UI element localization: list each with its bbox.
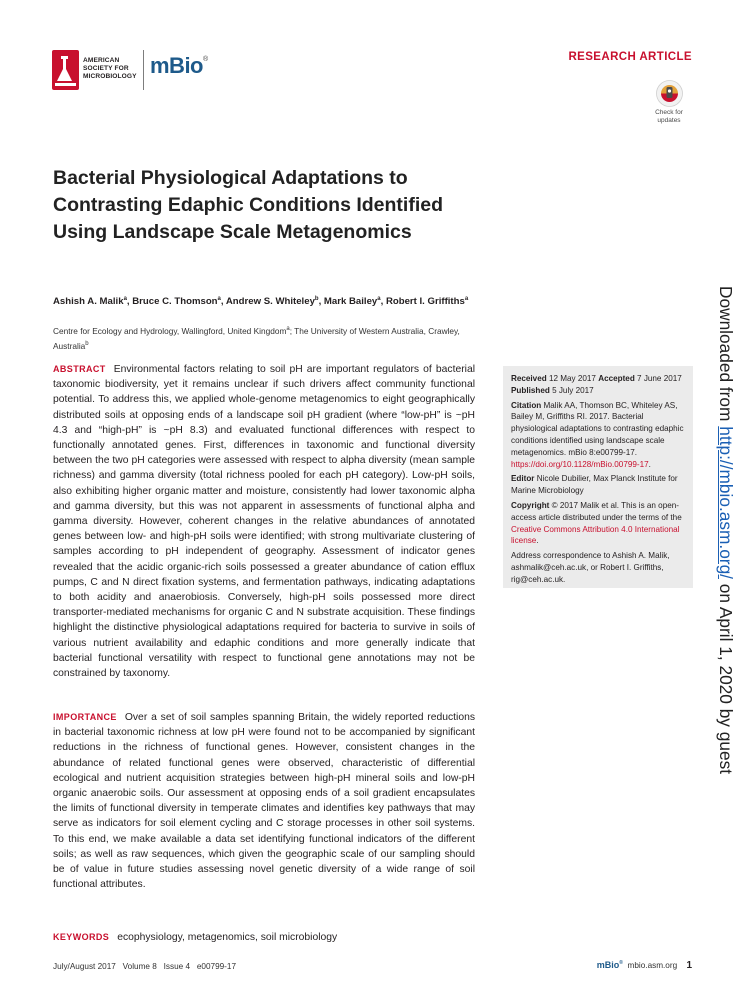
correspondence: Address correspondence to Ashish A. Malik, ashmalik@ceh.ac.uk, or Robert I. Griffiths, rig@ceh.ac.uk.: [511, 551, 670, 584]
article-title: Bacterial Physiological Adaptations to Contrasting Edaphic Conditions Identified Using Landscape Scale Metagenomics: [53, 167, 443, 243]
keywords-text: ecophysiology, metagenomics, soil microbiology: [117, 932, 338, 943]
copyright: Copyright © 2017 Malik et al. This is an open-access article distributed under the terms of the Creative Commons Attribution 4.0 International license.: [511, 500, 682, 546]
affiliation: Centre for Ecology and Hydrology, Wallingford, United Kingdom$^a$: [53, 326, 290, 336]
dates: Received 12 May 2017 Accepted 7 June 2017 Published 5 July 2017: [511, 374, 682, 395]
mbio-logo: mBio®: [150, 53, 208, 78]
asm-shield-icon: [52, 50, 79, 90]
importance-text: Over a set of soil samples spanning Britain, the widely reported reductions in bacterial taxonomic richness at low pH were found not to be accompanied by significant reductions in the richness of functional genes. However, consistent changes in the abundance of related functional genes were observed, characteristic of differential ecological and nutrient acquisition strategies between high-pH mineral soils and low-pH organic anaerobic soils. Our assessment at opposing ends of a soil gradient encapsulates the limits of functional diversity in temperate climates and identifies key pathways that may serve as indicators for soil element cycling and C storage processes in other soil systems. To this end, we make available a data set identifying functional indicators of the different soils; as well as raw sequences, which given the geographic scale of our sampling should be of value in future studies assessing novel genetic diversity of a wide range of soil functional attributes.: [53, 712, 475, 891]
author: Bruce C. Thomson$^a$: [132, 296, 221, 307]
download-link[interactable]: http://mbio.asm.org/: [716, 426, 736, 579]
author-list: Ashish A. Malik$^a$, Bruce C. Thomson$^a$, Andrew S. Whiteley$^b$, Mark Bailey$^a$, Robert I. Griffiths$^a$: [53, 296, 469, 307]
footer-site-info: [597, 960, 692, 971]
check-updates-label: Check for updates: [655, 109, 683, 124]
abstract-label: ABSTRACT: [53, 364, 106, 374]
article-info-sidebar: [503, 366, 693, 588]
check-updates-icon: [656, 80, 683, 107]
doi-link[interactable]: https://doi.org/10.1128/mBio.00799-17: [511, 459, 649, 469]
abstract-text: Environmental factors relating to soil pH are important regulators of bacterial taxonomic biodiversity, yet it remains unclear if such drivers affect community functional potential. To address this, we applied whole-genome metagenomics to eight geographically distributed soils at opposing ends of a landscape soil pH gradient (where “low-pH” is ~pH 4.3 and “high-pH” is ~pH 8.3) and evaluated functional differences with respect to functionally annotated genes. First, differences in taxonomic and functional diversity between the two pH categories were assessed with respect to alpha diversity (mean sample richness) and gamma diversity (total richness pooled for each pH category). Low-pH soils, also exhibiting higher organic matter and moisture, consistently had lower taxonomic alpha and gamma diversity, but this was not apparent in assessments of functional alpha and gamma diversity. However, coherent changes in the relative abundances of annotated genes between low- and high-pH soils were identified; with strong multivariate clustering of samples according to pH independent of geography. Assessment of indicator genes revealed that the acidic organic-rich soils possessed a greater abundance of cation efflux pumps, C and N direct fixation systems, and fermentation pathways, indicating adaptations to both acidity and anaerobiosis. Conversely, high-pH soils possessed more direct transporter-mediated mechanisms for organic C and N substrate acquisition. These findings highlight the distinctive physiological adaptations required for bacteria to survive in soils of various nutrient availability and edaphic conditions and more generally indicate that bacterial functional versatility with respect to functional gene annotations may not be constrained by taxonomy.: [53, 364, 475, 680]
footer-site-link[interactable]: mbio.asm.org: [627, 961, 678, 970]
logo-divider: [143, 50, 144, 90]
asm-publisher-name: AMERICAN SOCIETY FOR MICROBIOLOGY: [83, 57, 137, 80]
article-type-label: RESEARCH ARTICLE: [568, 51, 692, 63]
footer-issue-info: July/August 2017 Volume 8 Issue 4 e00799-17: [53, 962, 237, 971]
author: Ashish A. Malik$^a$: [53, 296, 127, 307]
author: Robert I. Griffiths$^a$: [385, 296, 469, 307]
abstract: [53, 362, 475, 681]
editor: Editor Nicole Dubilier, Max Planck Institute for Marine Microbiology: [511, 474, 678, 496]
author: Mark Bailey$^a$: [323, 296, 381, 307]
asm-logo: [52, 50, 144, 94]
page-number: 1: [686, 960, 692, 971]
keywords-label: KEYWORDS: [53, 932, 110, 942]
importance: [53, 710, 475, 892]
footer-mbio-logo: mBio®: [596, 960, 623, 970]
license-link[interactable]: Creative Commons Attribution 4.0 International license: [511, 524, 680, 546]
keywords: [53, 932, 493, 943]
importance-label: IMPORTANCE: [53, 712, 117, 722]
affiliations: Centre for Ecology and Hydrology, Wallingford, United Kingdom$^a$; The University of Western Australia, Crawley, Australia$^b$: [53, 326, 460, 351]
citation: Citation Malik AA, Thomson BC, Whiteley AS, Bailey M, Griffiths RI. 2017. Bacterial physiological adaptations to contrasting edaphic conditions identified using landscape scale metagenomics. mBio 8:e00799-17. https://doi.org/10.1128/mBio.00799-17.: [511, 400, 684, 469]
check-for-updates-badge[interactable]: [645, 78, 693, 128]
download-note: Downloaded from http://mbio.asm.org/ on April 1, 2020 by guest: [716, 286, 736, 775]
author: Andrew S. Whiteley$^b$: [225, 296, 319, 307]
affiliation: The University of Western Australia, Crawley, Australia$^b$: [53, 326, 460, 351]
